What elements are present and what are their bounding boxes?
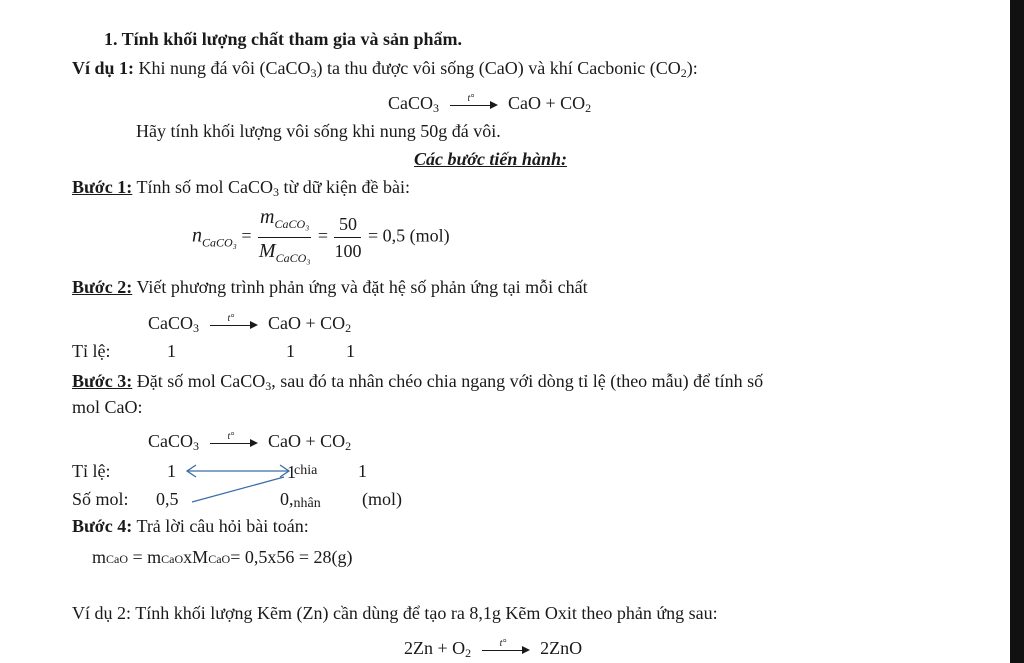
nhan-note: nhân (293, 496, 321, 511)
step4-text: Trả lời câu hỏi bài toán: (136, 516, 309, 536)
step3-ratio-label: Tỉ lệ: (72, 461, 111, 481)
reaction-arrow-icon (450, 92, 498, 112)
reaction-step3-right: CaO + CO (268, 431, 346, 451)
reaction-step2-right: CaO + CO (268, 313, 346, 333)
step3-mol-left: 0,5 (156, 489, 179, 509)
step4-label: Bước 4: (72, 516, 133, 536)
step4-rest: = 0,5x56 = 28(g) (230, 547, 353, 567)
step3-ratio-right: 1 (358, 461, 367, 481)
formula-n-sub: CaCO₃ (202, 235, 237, 250)
example2-text: Tính khối lượng Kẽm (Zn) cần dùng để tạo ra 8,1g Kẽm Oxit theo phản ứng sau: (135, 603, 718, 623)
step3-ratio-mid-value: 1 (287, 462, 296, 482)
step3-label: Bước 3: (72, 371, 133, 391)
step2-ratio-1: 1 (167, 341, 176, 361)
step3-ratio-left: 1 (167, 461, 176, 481)
reaction-step3-condition: t° (227, 430, 235, 442)
steps-heading: Các bước tiến hành: (414, 149, 567, 169)
example1-line (72, 57, 698, 79)
formula-M: M (258, 240, 276, 262)
step4-s3: CaO (208, 552, 231, 566)
reaction-step2 (148, 312, 351, 334)
step2-ratio-3: 1 (346, 341, 355, 361)
example2-line (72, 602, 718, 624)
reaction-arrow-icon (210, 430, 258, 450)
screen-edge (1010, 0, 1024, 663)
step1-line (72, 176, 410, 198)
step3-text: Đặt số mol CaCO (136, 371, 266, 391)
reaction1-right-sub: 2 (585, 101, 592, 115)
reaction1-left: CaCO (388, 93, 433, 113)
formula-fraction-values (334, 213, 361, 262)
chia-note: chia (294, 463, 318, 478)
reaction1 (388, 92, 591, 114)
step3-text-end: , sau đó ta nhân chéo chia ngang với dòng tỉ lệ (theo mẫu) để tính số (271, 371, 764, 391)
formula-num: 50 (334, 213, 361, 238)
reaction-arrow-icon (482, 637, 530, 657)
formula-m-sub: CaCO₃ (274, 217, 310, 231)
step1-sub: 3 (272, 185, 279, 199)
reaction-arrow-icon (210, 312, 258, 332)
reaction-step2-right-sub: 2 (345, 321, 352, 335)
step1-text-end: từ dữ kiện đề bài: (278, 177, 410, 197)
step4-formula (92, 546, 352, 570)
formula-eq-1: = (241, 225, 252, 246)
step1-formula (192, 206, 450, 265)
step2-ratio-label: Tỉ lệ: (72, 341, 111, 361)
reaction2-right: 2ZnO (540, 638, 583, 658)
example1-text-mid: ) ta thu được vôi sống (CaO) và khí Cacbonic (CO (316, 58, 681, 78)
formula-den: 100 (334, 241, 362, 261)
step4-s2: CaO (161, 552, 184, 566)
reaction-step3-left-sub: 3 (193, 439, 199, 453)
step2-line (72, 276, 588, 298)
step4-m1: m (92, 547, 107, 567)
reaction-step3-right-sub: 2 (345, 439, 352, 453)
formula-M-sub: CaCO₃ (275, 251, 311, 265)
formula-fraction-mass (258, 206, 311, 269)
reaction-step2-left-sub: 3 (193, 321, 199, 335)
reaction-step2-left: CaCO (148, 313, 193, 333)
step3-mol-label: Số mol: (72, 489, 129, 509)
reaction1-right: CaO + CO (508, 93, 586, 113)
formula-m: m (260, 206, 275, 228)
formula-result: = 0,5 (mol) (367, 225, 450, 246)
reaction-step2-condition: t° (227, 312, 235, 324)
section-title: 1. Tính khối lượng chất tham gia và sản phẩm. (104, 29, 463, 49)
reaction-step3-left: CaCO (148, 431, 193, 451)
step1-text: Tính số mol CaCO (136, 177, 273, 197)
reaction2-condition: t° (499, 637, 507, 649)
step4-x: xM (183, 547, 209, 567)
step4-line (72, 515, 309, 537)
reaction2 (404, 637, 582, 659)
step2-label: Bước 2: (72, 277, 133, 297)
reaction-step3 (148, 430, 351, 452)
formula-n: n (192, 224, 202, 247)
example1-text-end: ): (686, 58, 698, 78)
reaction2-left: 2Zn + O (404, 638, 466, 658)
step2-text: Viết phương trình phản ứng và đặt hệ số phản ứng tại mỗi chất (136, 277, 588, 297)
example1-label: Ví dụ 1: (72, 58, 135, 78)
formula-eq-2: = (317, 225, 328, 246)
step3-line (72, 370, 763, 392)
step3-line2: mol CaO: (72, 397, 143, 417)
example2-label: Ví dụ 2: (72, 603, 132, 623)
example1-sub3: 3 (310, 66, 317, 80)
step4-s1: CaO (106, 552, 129, 566)
reaction2-left-sub: 2 (465, 646, 472, 660)
step3-mol-mid-value: 0, (280, 489, 294, 509)
step2-ratio-2: 1 (286, 341, 295, 361)
step3-mol-mid (280, 488, 321, 515)
step1-label: Bước 1: (72, 177, 133, 197)
example1-text-before: Khi nung đá vôi (CaCO (138, 58, 311, 78)
reaction1-condition: t° (467, 92, 475, 104)
reaction1-left-sub: 3 (433, 101, 439, 115)
example1-sub2: 2 (680, 66, 687, 80)
step4-eq1: = m (128, 547, 162, 567)
step3-mol-unit: (mol) (362, 489, 402, 509)
question: Hãy tính khối lượng vôi sống khi nung 50g đá vôi. (136, 121, 501, 141)
step3-sub: 3 (265, 379, 272, 393)
